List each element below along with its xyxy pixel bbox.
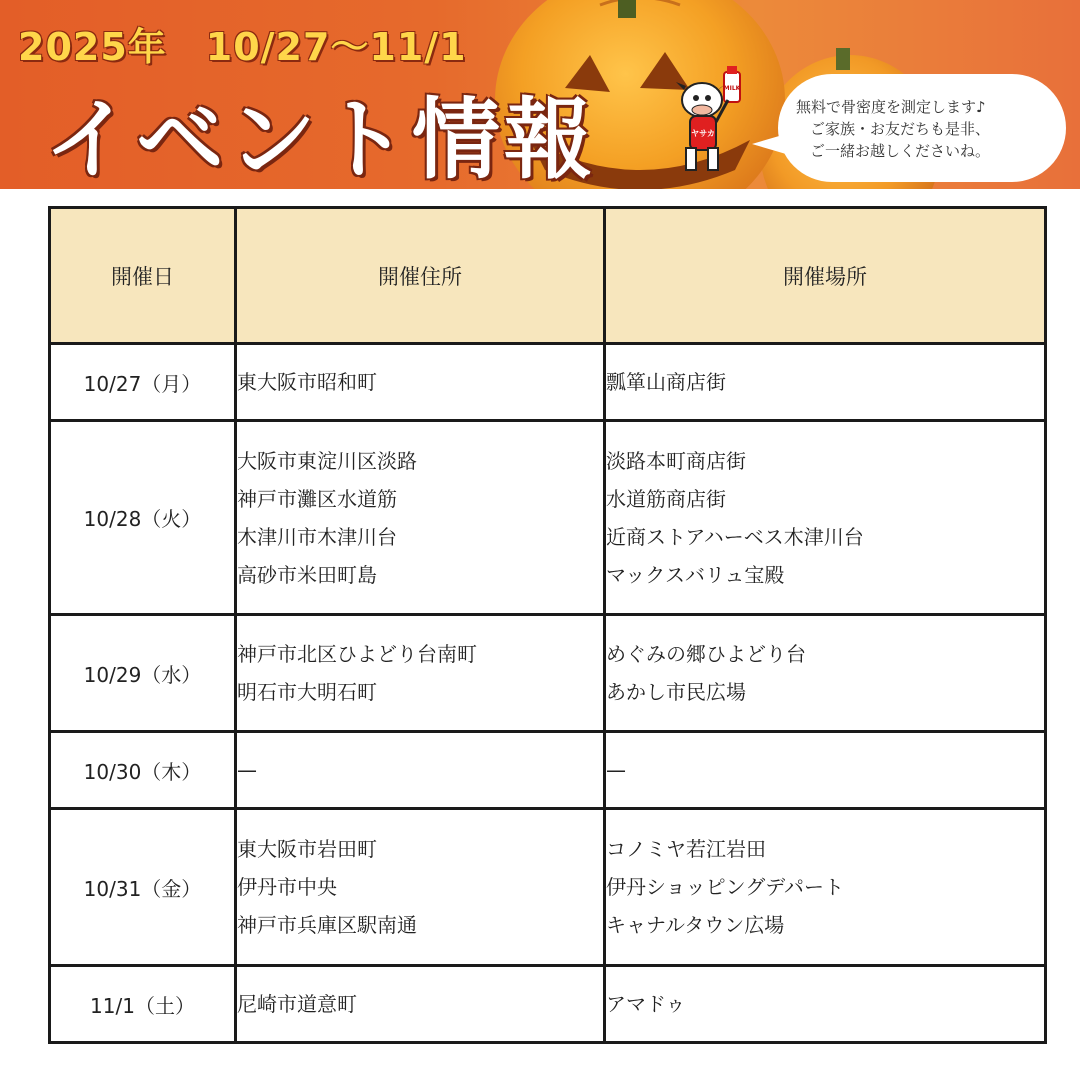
date-cell: 10/27（月） <box>50 344 236 421</box>
address-cell <box>236 615 605 732</box>
address-line: — <box>237 758 257 782</box>
address-line: 尼崎市道意町 <box>237 992 357 1016</box>
venue-line: 伊丹ショッピングデパート <box>606 875 844 899</box>
address-line: 神戸市灘区水道筋 <box>237 486 397 511</box>
address-cell <box>236 344 605 421</box>
venue-cell <box>605 809 1046 966</box>
venue-line: コノミヤ若江岩田 <box>606 837 766 861</box>
table-row <box>50 809 1046 966</box>
table-row <box>50 966 1046 1043</box>
venue-cell <box>605 421 1046 615</box>
venue-line: あかし市民広場 <box>606 680 746 704</box>
address-line: 東大阪市昭和町 <box>237 370 377 394</box>
date-range: 2025年 10/27〜11/1 <box>18 25 467 69</box>
date-cell: 10/30（木） <box>50 732 236 809</box>
venue-line: 近商ストアハーベス木津川台 <box>606 524 864 549</box>
venue-line: アマドゥ <box>606 992 686 1016</box>
venue-line: — <box>606 758 626 782</box>
address-line: 神戸市兵庫区駅南通 <box>237 913 417 937</box>
milk-label: MILK <box>723 85 741 92</box>
speech-bubble-text <box>796 96 1056 162</box>
bubble-line: 無料で骨密度を測定します♪ <box>796 98 986 116</box>
cow-mascot-icon <box>672 60 752 180</box>
venue-cell <box>605 615 1046 732</box>
venue-line: 瓢箪山商店街 <box>606 370 726 394</box>
address-line: 東大阪市岩田町 <box>237 837 377 861</box>
date-cell: 11/1（土） <box>50 966 236 1043</box>
bubble-line: ご家族・お友だちも是非、 <box>810 120 991 138</box>
address-line: 大阪市東淀川区淡路 <box>237 448 417 473</box>
table-row <box>50 615 1046 732</box>
table-row <box>50 732 1046 809</box>
address-cell <box>236 966 605 1043</box>
venue-line: めぐみの郷ひよどり台 <box>606 642 806 666</box>
address-line: 伊丹市中央 <box>237 875 337 899</box>
mascot-badge: ヤサカ <box>691 129 715 138</box>
page-title: イベント情報 <box>44 88 597 189</box>
venue-line: マックスバリュ宝殿 <box>606 562 785 587</box>
address-line: 高砂市米田町島 <box>237 562 377 587</box>
venue-line: 淡路本町商店街 <box>606 448 746 473</box>
bubble-line: ご一緒お越しくださいね。 <box>810 142 991 160</box>
address-cell <box>236 809 605 966</box>
address-line: 明石市大明石町 <box>237 680 377 704</box>
header-date: 開催日 <box>50 208 236 344</box>
header-banner <box>0 0 1080 189</box>
date-cell: 10/28（火） <box>50 421 236 615</box>
venue-line: キャナルタウン広場 <box>606 913 785 937</box>
venue-cell <box>605 966 1046 1043</box>
venue-line: 水道筋商店街 <box>606 486 726 511</box>
header-venue: 開催場所 <box>605 208 1046 344</box>
table-header-row <box>50 208 1046 344</box>
table-row <box>50 421 1046 615</box>
venue-cell <box>605 344 1046 421</box>
venue-cell <box>605 732 1046 809</box>
address-cell <box>236 732 605 809</box>
address-cell <box>236 421 605 615</box>
header-address: 開催住所 <box>236 208 605 344</box>
date-cell: 10/31（金） <box>50 809 236 966</box>
table-row <box>50 344 1046 421</box>
event-table <box>48 206 1047 1044</box>
address-line: 木津川市木津川台 <box>237 524 397 549</box>
date-cell: 10/29（水） <box>50 615 236 732</box>
address-line: 神戸市北区ひよどり台南町 <box>237 642 477 666</box>
